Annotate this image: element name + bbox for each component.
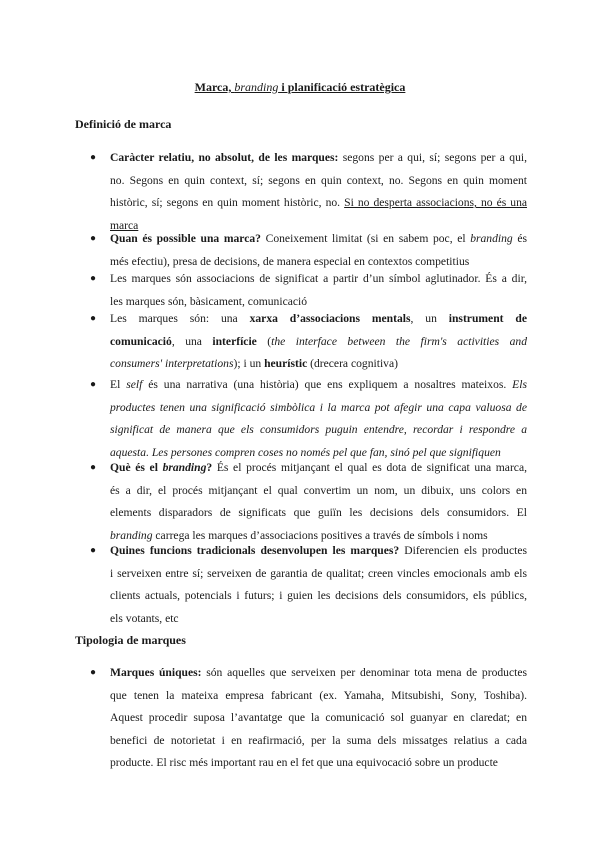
text-line: Aquest procedir suposa l’avantatge que la comunicació sol guanyar en claredat; en: [110, 711, 527, 725]
bullet-icon: ●: [90, 379, 97, 390]
text-line: les marques són, bàsicament, comunicació: [110, 294, 308, 308]
text-line: Les marques són: una xarxa d’associacions mentals, un instrument de: [110, 312, 527, 325]
item-text: [110, 374, 527, 464]
text-line: marca: [110, 218, 139, 232]
item-text: [110, 540, 527, 630]
text-line: branding carrega les marques d’associacions positives a través de símbols i noms: [110, 528, 488, 542]
bullet-icon: ●: [90, 233, 97, 244]
bullet-icon: ●: [90, 545, 97, 556]
text-line: Quines funcions tradicionals desenvolupen les marques? Diferencien els productes: [110, 544, 527, 557]
text-line: que tenen la mateixa empresa fabricant (ex. Yamaha, Mitsubishi, Sony, Toshiba).: [110, 688, 527, 702]
item-text: [110, 457, 527, 547]
text-line: significat de manera que els consumidors puguin entendre, recordar i respondre a: [110, 423, 527, 437]
text-line: Caràcter relatiu, no absolut, de les marques: segons per a qui, sí; segons per a qui,: [110, 151, 527, 164]
item-text: [110, 662, 527, 775]
text-line: i serveixen entre sí; serveixen de garantia de qualitat; creen vincles emocionals amb els: [110, 566, 527, 580]
text-line: no. Segons en quin context, sí; segons en quin context, no. Segons en quin moment: [110, 173, 527, 187]
item-text: [110, 147, 527, 237]
text-line: és a dir, el procés mitjançant el qual convertim un nom, un dibuix, uns colors en: [110, 483, 527, 497]
bullet-icon: ●: [90, 273, 97, 284]
text-line: els votants, etc: [110, 611, 179, 625]
text-line: històric, sí; segons en quin moment històric, no. Si no desperta associacions, no és una: [110, 196, 528, 210]
text-line: Què és el branding? És el procés mitjançant el qual es dota de significat una marca,: [110, 461, 527, 474]
text-line: Quan és possible una marca? Coneixement limitat (si en sabem poc, el branding és: [110, 232, 527, 245]
text-line: Les marques són associacions de significat a partir d’un símbol aglutinador. És a dir,: [110, 272, 527, 285]
text-line: benefici de notorietat i en reafirmació, per la suma dels missatges relatius a cada: [110, 733, 527, 747]
text-line: El self és una narrativa (una història) que ens expliquem a nosaltres mateixos. Els: [110, 378, 527, 391]
text-line: producte. El risc més important rau en el fet que una equivocació sobre un producte: [110, 756, 498, 770]
bullet-icon: ●: [90, 667, 97, 678]
item-text: [110, 308, 527, 376]
section-heading: Tipologia de marques: [75, 633, 186, 647]
document-title: Marca, branding i planificació estratègica: [194, 80, 406, 94]
text-line: clients actuals, potencials i futurs; i guien les decisions dels consumidors, els públics,: [110, 589, 527, 603]
text-line: aquesta. Les persones compren coses no només pel que fan, sinó pel que signifiquen: [110, 445, 501, 459]
text-line: comunicació, una interfície (the interface between the firm's activities and: [110, 334, 527, 348]
bullet-icon: ●: [90, 313, 97, 324]
text-line: consumers' interpretations); i un heurístic (drecera cognitiva): [110, 357, 398, 371]
item-text: [110, 268, 527, 313]
text-line: Marques úniques: són aquelles que serveixen per denominar tota mena de productes: [110, 666, 527, 679]
text-line: elements disparadors de significats que guiïn les decisions dels consumidors. El: [110, 506, 527, 520]
bullet-icon: ●: [90, 152, 97, 163]
section-heading: Definició de marca: [75, 117, 172, 131]
bullet-icon: ●: [90, 462, 97, 473]
item-text: [110, 228, 527, 273]
text-line: productes tenen una significació simbòlica i la marca pot afegir una capa valuosa de: [110, 400, 527, 414]
text-line: més efectiu), presa de decisions, de manera especial en contextos competitius: [110, 254, 470, 268]
